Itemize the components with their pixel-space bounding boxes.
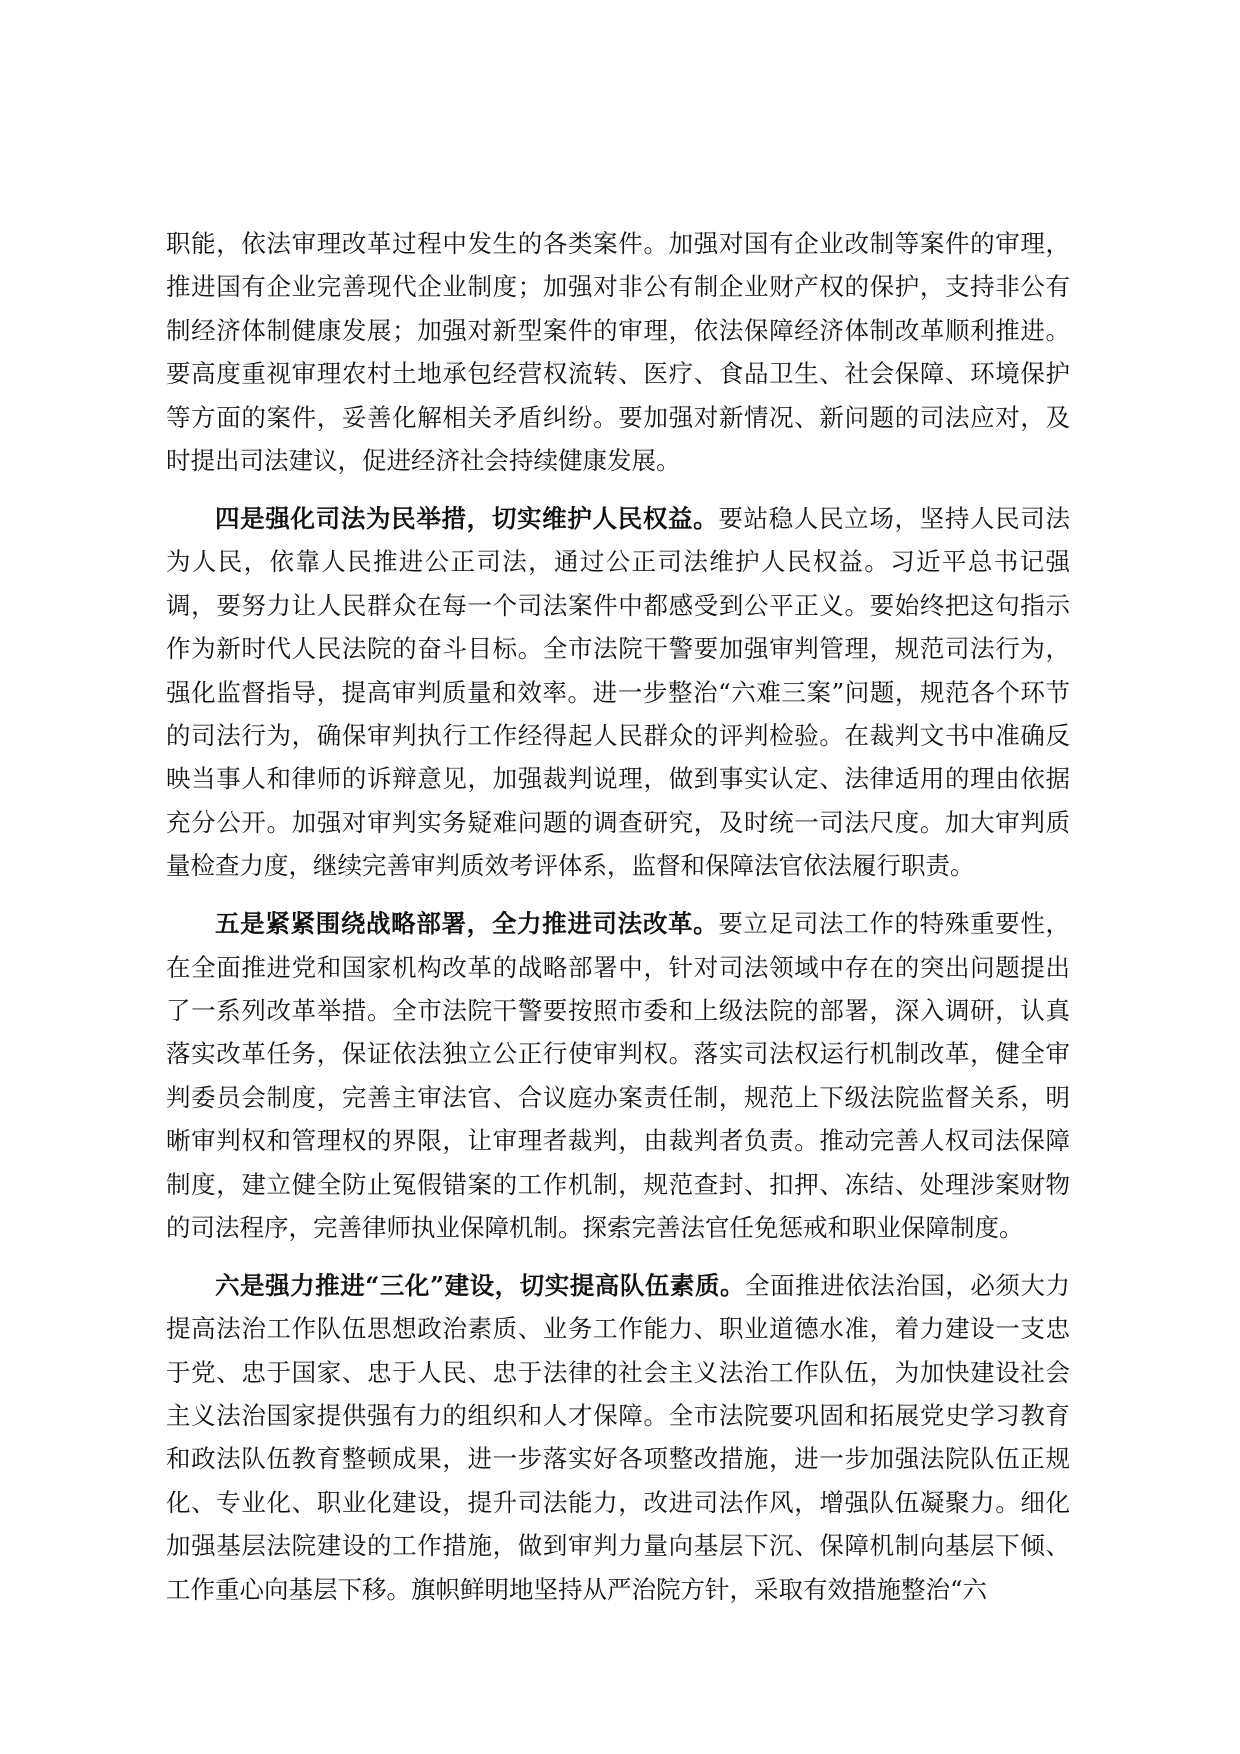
paragraph-point-six	[166, 1264, 1070, 1611]
paragraph-heading: 六是强力推进“三化”建设，切实提高队伍素质。	[215, 1270, 746, 1300]
paragraph-point-five	[166, 902, 1070, 1249]
paragraph-point-four	[166, 497, 1070, 888]
paragraph-text: 全面推进依法治国，必须大力提高法治工作队伍思想政治素质、业务工作能力、职业道德水准，着力建设一支忠于党、忠于国家、忠于人民、忠于法律的社会主义法治工作队伍，为加快建设社会主义法治国家提供强有力的组织和人才保障。全市法院要巩固和拓展党史学习教育和政法队伍教育整顿成果，进一步落实好各项整改措施，进一步加强法院队伍正规化、专业化、职业化建设，提升司法能力，改进司法作风，增强队伍凝聚力。细化加强基层法院建设的工作措施，做到审判力量向基层下沉、保障机制向基层下倾、工作重心向基层下移。旗帜鲜明地坚持从严治院方针，采取有效措施整治“六	[166, 1270, 1071, 1604]
paragraph-continuation	[166, 222, 1070, 482]
document-body	[166, 222, 1070, 1611]
paragraph-heading: 四是强化司法为民举措，切实维护人民权益。	[215, 503, 719, 533]
paragraph-text: 职能，依法审理改革过程中发生的各类案件。加强对国有企业改制等案件的审理，推进国有企业完善现代企业制度；加强对非公有制企业财产权的保护，支持非公有制经济体制健康发展；加强对新型案件的审理，依法保障经济体制改革顺利推进。要高度重视审理农村土地承包经营权流转、医疗、食品卫生、社会保障、环境保护等方面的案件，妥善化解相关矛盾纠纷。要加强对新情况、新问题的司法应对，及时提出司法建议，促进经济社会持续健康发展。	[166, 229, 1070, 476]
paragraph-heading: 五是紧紧围绕战略部署，全力推进司法改革。	[215, 909, 719, 939]
paragraph-text: 要站稳人民立场，坚持人民司法为人民，依靠人民推进公正司法，通过公正司法维护人民权益。习近平总书记强调，要努力让人民群众在每一个司法案件中都感受到公平正义。要始终把这句指示作为新时代人民法院的奋斗目标。全市法院干警要加强审判管理，规范司法行为，强化监督指导，提高审判质量和效率。进一步整治“六难三案”问题，规范各个环节的司法行为，确保审判执行工作经得起人民群众的评判检验。在裁判文书中准确反映当事人和律师的诉辩意见，加强裁判说理，做到事实认定、法律适用的理由依据充分公开。加强对审判实务疑难问题的调查研究，及时统一司法尺度。加大审判质量检查力度，继续完善审判质效考评体系，监督和保障法官依法履行职责。	[166, 503, 1071, 881]
paragraph-text: 要立足司法工作的特殊重要性，在全面推进党和国家机构改革的战略部署中，针对司法领域中存在的突出问题提出了一系列改革举措。全市法院干警要按照市委和上级法院的部署，深入调研，认真落实改革任务，保证依法独立公正行使审判权。落实司法权运行机制改革，健全审判委员会制度，完善主审法官、合议庭办案责任制，规范上下级法院监督关系，明晰审判权和管理权的界限，让审理者裁判，由裁判者负责。推动完善人权司法保障制度，建立健全防止冤假错案的工作机制，规范查封、扣押、冻结、处理涉案财物的司法程序，完善律师执业保障机制。探索完善法官任免惩戒和职业保障制度。	[166, 909, 1071, 1242]
